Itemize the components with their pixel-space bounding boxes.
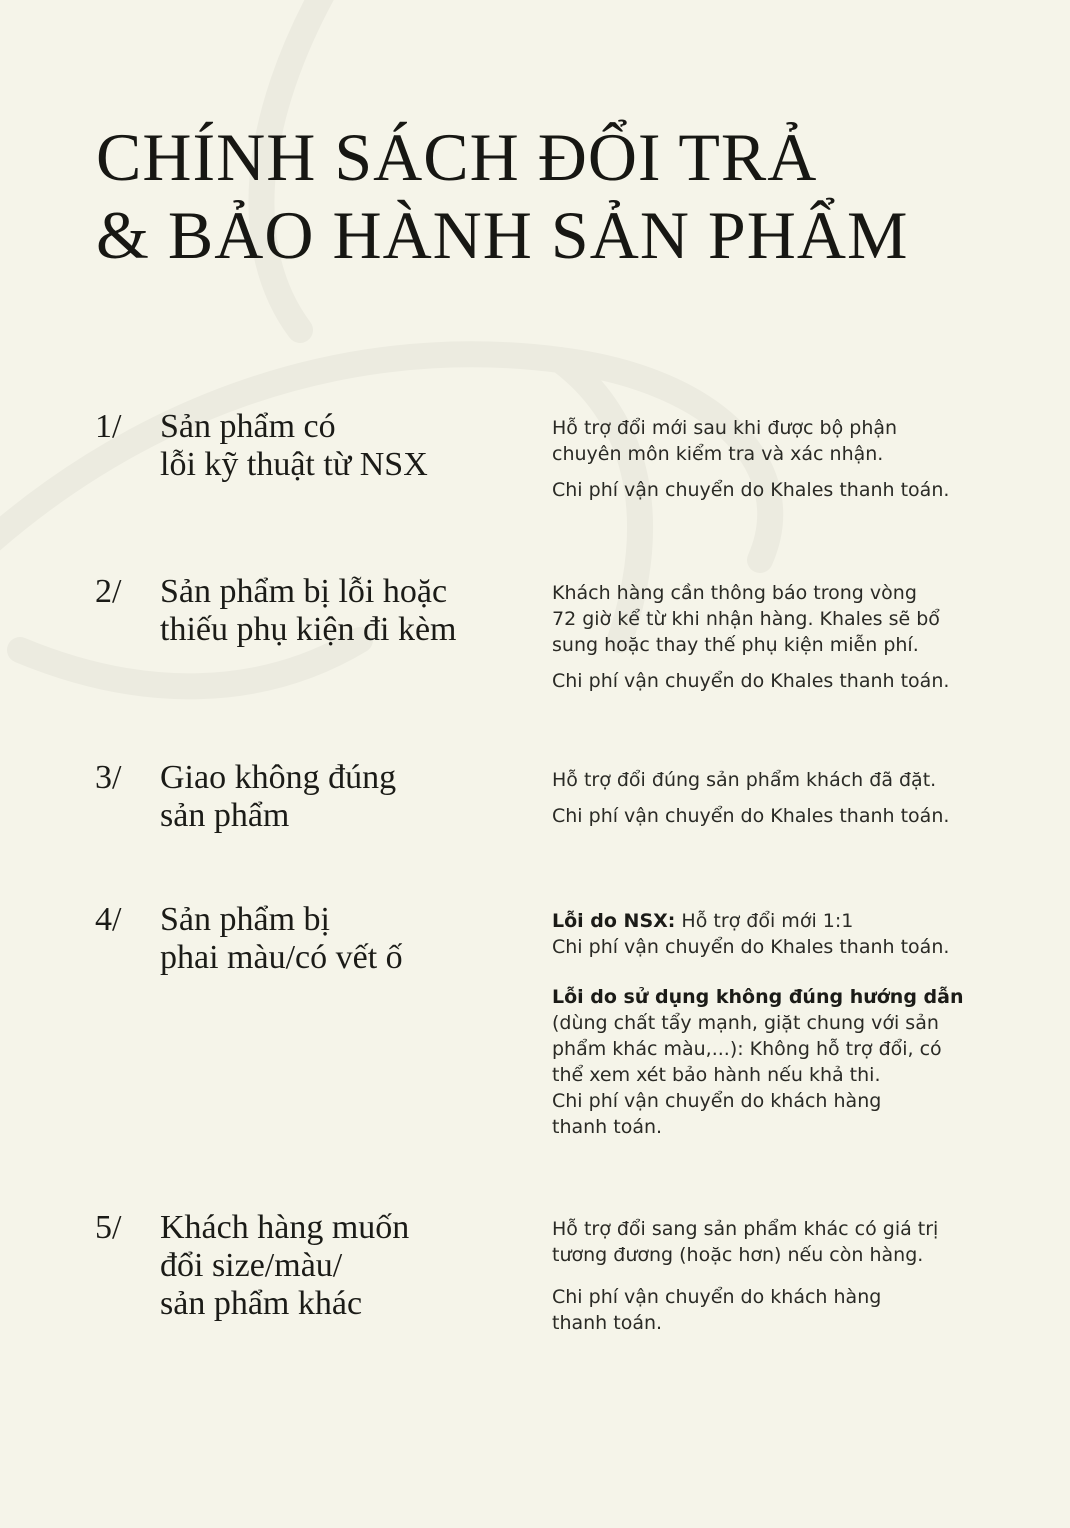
- description-line: 72 giờ kể từ khi nhận hàng. Khales sẽ bổ: [552, 608, 940, 630]
- item-number: 3/: [95, 759, 122, 796]
- shipping-note: [552, 477, 982, 503]
- item-heading-line: Sản phẩm có: [160, 408, 336, 445]
- item-heading-line: phai màu/có vết ố: [160, 939, 403, 976]
- description-line: chuyên môn kiểm tra và xác nhận.: [552, 443, 884, 465]
- misuse-note: [552, 984, 982, 1140]
- description-line: Chi phí vận chuyển do Khales thanh toán.: [552, 936, 950, 958]
- description-line: Chi phí vận chuyển do khách hàng: [552, 1286, 882, 1308]
- shipping-note: [552, 803, 982, 829]
- description-line: tương đương (hoặc hơn) nếu còn hàng.: [552, 1244, 924, 1266]
- item-heading-line: Giao không đúng: [160, 759, 397, 796]
- item-heading-line: thiếu phụ kiện đi kèm: [160, 611, 457, 648]
- item-heading: [160, 901, 530, 977]
- item-description: [552, 580, 982, 694]
- manufacturer-fault-text: Hỗ trợ đổi mới 1:1: [675, 910, 854, 932]
- item-heading: [160, 1209, 530, 1323]
- description-paragraph: [552, 1216, 982, 1268]
- page-title-line-1: CHÍNH SÁCH ĐỔI TRẢ: [96, 119, 818, 195]
- item-number: 5/: [95, 1209, 122, 1246]
- description-line: Chi phí vận chuyển do Khales thanh toán.: [552, 670, 950, 692]
- item-heading-line: đổi size/màu/: [160, 1247, 343, 1284]
- shipping-note: [552, 668, 982, 694]
- description-paragraph: [552, 767, 982, 793]
- item-number: 4/: [95, 901, 122, 938]
- description-line: Chi phí vận chuyển do khách hàng: [552, 1090, 882, 1112]
- description-line: Hỗ trợ đổi sang sản phẩm khác có giá trị: [552, 1218, 939, 1240]
- shipping-note: [552, 1284, 982, 1336]
- page-title: [96, 118, 908, 274]
- manufacturer-fault-note: [552, 908, 982, 960]
- description-line: [552, 908, 982, 934]
- description-line: (dùng chất tẩy mạnh, giặt chung với sản: [552, 1012, 939, 1034]
- description-line: Chi phí vận chuyển do Khales thanh toán.: [552, 805, 950, 827]
- description-line: phẩm khác màu,...): Không hỗ trợ đổi, có: [552, 1038, 942, 1060]
- page-title-line-2: & BẢO HÀNH SẢN PHẨM: [96, 197, 909, 273]
- description-paragraph: [552, 580, 982, 658]
- item-number: 1/: [95, 408, 122, 445]
- item-heading-line: Sản phẩm bị: [160, 901, 330, 938]
- item-description: [552, 908, 982, 1140]
- item-heading: [160, 408, 530, 484]
- misuse-label: Lỗi do sử dụng không đúng hướng dẫn: [552, 986, 964, 1008]
- item-number: 2/: [95, 573, 122, 610]
- item-heading-line: sản phẩm khác: [160, 1285, 363, 1322]
- manufacturer-fault-label: Lỗi do NSX:: [552, 910, 676, 932]
- item-heading-line: lỗi kỹ thuật từ NSX: [160, 446, 428, 483]
- description-line: thanh toán.: [552, 1312, 663, 1334]
- item-heading-line: Khách hàng muốn: [160, 1209, 410, 1246]
- item-heading: [160, 759, 530, 835]
- description-line: Chi phí vận chuyển do Khales thanh toán.: [552, 479, 950, 501]
- description-paragraph: [552, 415, 982, 467]
- description-line: thể xem xét bảo hành nếu khả thi.: [552, 1064, 881, 1086]
- item-heading-line: Sản phẩm bị lỗi hoặc: [160, 573, 448, 610]
- item-description: [552, 1216, 982, 1336]
- item-heading-line: sản phẩm: [160, 797, 290, 834]
- description-line: Khách hàng cần thông báo trong vòng: [552, 582, 917, 604]
- item-heading: [160, 573, 530, 649]
- item-description: [552, 415, 982, 503]
- description-line: Hỗ trợ đổi mới sau khi được bộ phận: [552, 417, 898, 439]
- description-line: Hỗ trợ đổi đúng sản phẩm khách đã đặt.: [552, 769, 937, 791]
- description-line: thanh toán.: [552, 1116, 663, 1138]
- description-line: sung hoặc thay thế phụ kiện miễn phí.: [552, 634, 919, 656]
- item-description: [552, 767, 982, 829]
